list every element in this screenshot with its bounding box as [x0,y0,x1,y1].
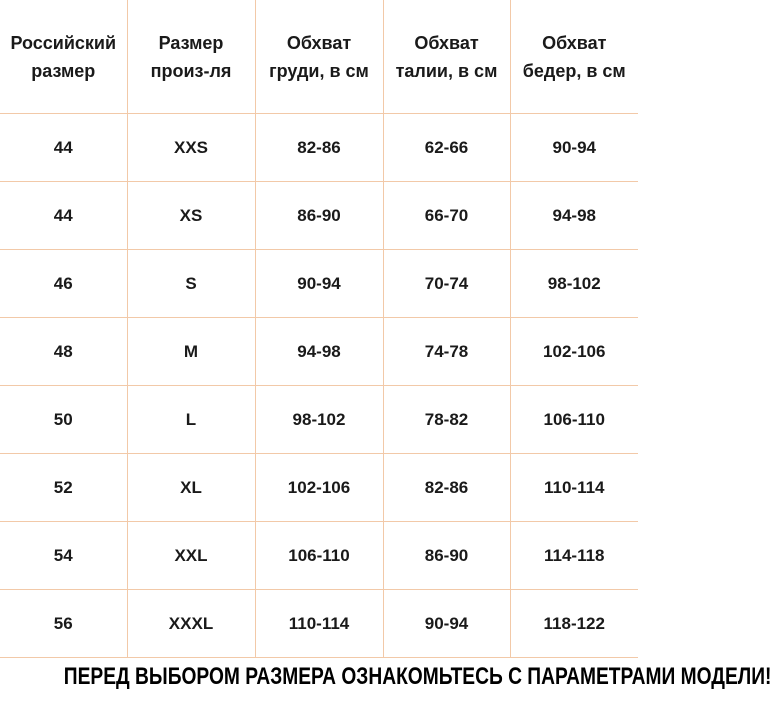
cell-waist: 82-86 [383,454,510,522]
cell-manufacturer-size: XXL [127,522,255,590]
header-row [0,0,638,114]
cell-hips: 118-122 [510,590,638,658]
cell-hips: 102-106 [510,318,638,386]
cell-manufacturer-size: XXS [127,114,255,182]
cell-manufacturer-size: M [127,318,255,386]
cell-hips: 98-102 [510,250,638,318]
table-row [0,522,638,590]
table-row [0,386,638,454]
header-russian-size: Российский размер [0,0,127,114]
table-row [0,114,638,182]
header-hip-circumference: Обхват бедер, в см [510,0,638,114]
table-row [0,590,638,658]
table-row [0,182,638,250]
cell-chest: 98-102 [255,386,383,454]
cell-hips: 106-110 [510,386,638,454]
cell-chest: 86-90 [255,182,383,250]
cell-waist: 62-66 [383,114,510,182]
cell-russian-size: 52 [0,454,127,522]
cell-waist: 78-82 [383,386,510,454]
cell-hips: 110-114 [510,454,638,522]
cell-russian-size: 46 [0,250,127,318]
cell-hips: 90-94 [510,114,638,182]
header-manufacturer-size: Размер произ-ля [127,0,255,114]
table-row [0,250,638,318]
cell-chest: 106-110 [255,522,383,590]
cell-hips: 114-118 [510,522,638,590]
cell-russian-size: 44 [0,114,127,182]
cell-waist: 70-74 [383,250,510,318]
cell-russian-size: 56 [0,590,127,658]
table-row [0,318,638,386]
cell-russian-size: 54 [0,522,127,590]
cell-manufacturer-size: S [127,250,255,318]
cell-russian-size: 50 [0,386,127,454]
cell-manufacturer-size: XS [127,182,255,250]
table-row [0,454,638,522]
cell-hips: 94-98 [510,182,638,250]
cell-russian-size: 48 [0,318,127,386]
cell-chest: 82-86 [255,114,383,182]
cell-waist: 90-94 [383,590,510,658]
cell-waist: 66-70 [383,182,510,250]
cell-manufacturer-size: XXXL [127,590,255,658]
cell-russian-size: 44 [0,182,127,250]
cell-chest: 94-98 [255,318,383,386]
cell-chest: 90-94 [255,250,383,318]
cell-chest: 110-114 [255,590,383,658]
cell-waist: 74-78 [383,318,510,386]
cell-manufacturer-size: XL [127,454,255,522]
size-selection-notice: ПЕРЕД ВЫБОРОМ РАЗМЕРА ОЗНАКОМЬТЕСЬ С ПАРАМЕТРАМИ МОДЕЛИ! [63,663,771,690]
cell-chest: 102-106 [255,454,383,522]
cell-manufacturer-size: L [127,386,255,454]
header-waist-circumference: Обхват талии, в см [383,0,510,114]
cell-waist: 86-90 [383,522,510,590]
header-chest-circumference: Обхват груди, в см [255,0,383,114]
